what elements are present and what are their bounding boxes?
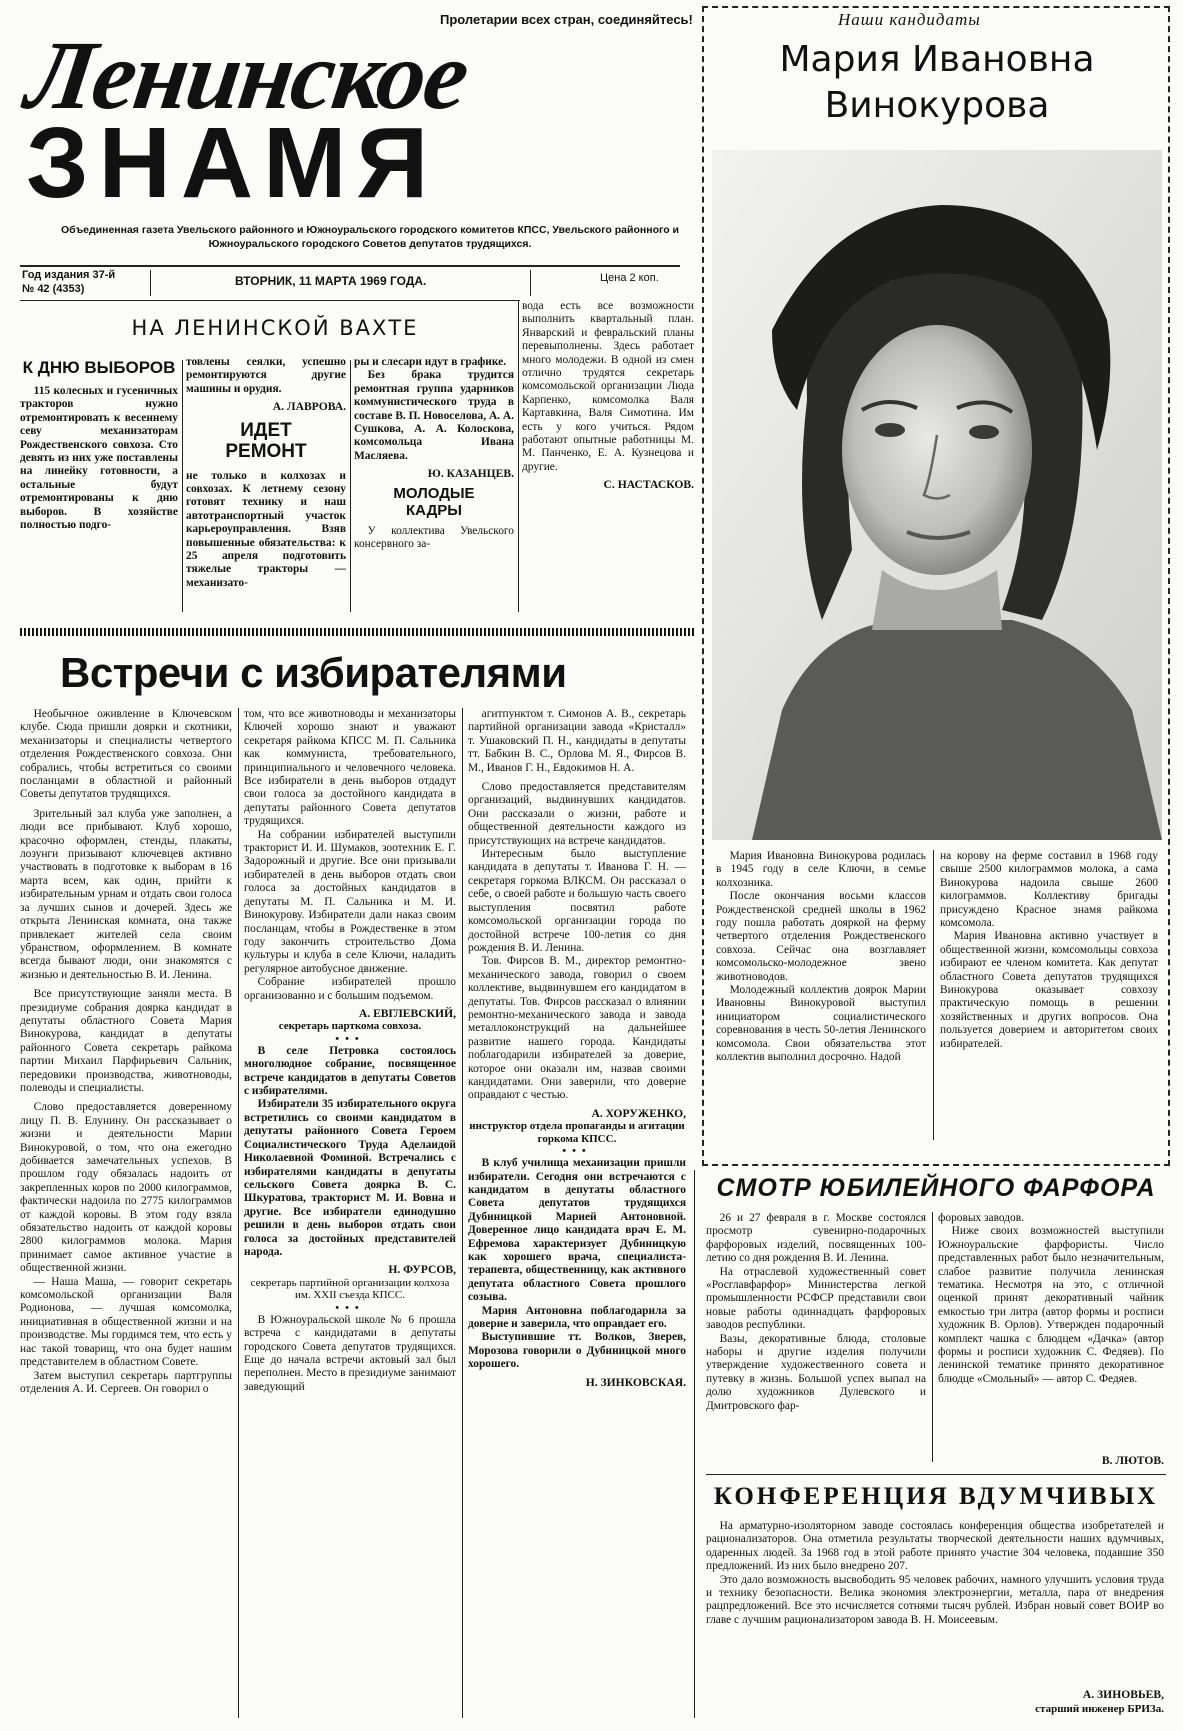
paragraph: — Наша Маша, — говорит секретарь комсомольской организации Валя Родионова, — лучшая комсомолка, инициативная в общественной жизни и на производстве. Мы гордимся тем, что есть у нас такой товарищ, что она будет нашим представителем в областном Совете. <box>20 1275 232 1369</box>
paragraph: Собрание избирателей прошло организованно и с большим подъемом. <box>244 976 456 1002</box>
vakhta-col4 <box>522 300 694 620</box>
meetings-headline: Встречи с избирателями <box>60 649 567 696</box>
paragraph: Мария Ивановна Винокурова родилась в 1945 году в селе Ключи, в семье колхозника. <box>716 850 926 889</box>
vakhta-col3 <box>354 356 514 620</box>
paragraph: Все присутствующие заняли места. В президиуме собрания доярка кандидат в депутаты областного Совета Мария Винокурова, кандидат в депутаты районного Совета секретарь райкома партии Михаил Парфирьевич Сальник, передовики производства, животноводы, полеводы и специалисты. <box>20 988 232 1094</box>
paragraph: товлены сеялки, успешно ремонтируются другие машины и орудия. <box>186 356 346 395</box>
vakhta-rubric-rule <box>20 300 520 301</box>
porcelain-headline: СМОТР ЮБИЛЕЙНОГО ФАРФОРА <box>716 1174 1156 1202</box>
signature: А. ЕВГЛЕВСКИЙ, <box>358 1006 456 1020</box>
signature: В. ЛЮТОВ. <box>1101 1454 1164 1467</box>
paragraph: Избиратели 35 избирательного округа встретились со своими кандидатом в депутаты районного Совета Героем Социалистического Труда Аделаидой Николаевной Фоминой. Встречались с избирателями кандидаты в депутаты сельского Совета доярка В. С. Шкуратова, тракторист М. И. Вовна и другие. Все избиратели единодушно решили в день выборов отдать свои голоса за достойных представителей народа. <box>244 1098 456 1258</box>
portrait-image <box>712 150 1162 840</box>
issue-divider-2 <box>530 270 531 296</box>
paragraph: В клуб училища механизации пришли избиратели. Сегодня они встречаются с кандидатом в депутаты областного Совета депутатов трудящихся Дубиницкой Марией Антоновной. Доверенное лицо кандидата врач Е. М. Ефремова характеризует Дубиницкую как хорошего врача, специалиста-терапевта, общественницу, как активного депутата областного Совета прошлого созыва. <box>468 1157 686 1304</box>
conference-rule <box>706 1474 1166 1475</box>
signature-title: секретарь партийной организации колхоза им. XXII съезда КПСС. <box>250 1276 450 1302</box>
separator-dots: ••• <box>335 1301 365 1314</box>
meetings-col2 <box>244 708 456 1718</box>
paragraph: Мария Антоновна поблагодарила за доверие и заверила, что оправдает его. <box>468 1304 686 1331</box>
newspaper-title-line2: ЗНАМЯ <box>26 107 439 219</box>
slogan: Пролетарии всех стран, соединяйтесь! <box>440 12 693 27</box>
paragraph: После окончания восьми классов Рождественской средней школы в 1962 году пошла работать дояркой на ферму четвертого отделения Рождественского совхоза. Сейчас она возглавляет комсомольско-молодежное звено животноводов. <box>716 890 926 983</box>
signature: А. ХОРУЖЕНКО, <box>591 1106 686 1120</box>
signature: С. НАСТАСКОВ. <box>603 478 694 492</box>
porcelain-divider <box>932 1212 933 1462</box>
signature: А. ЗИНОВЬЕВ, <box>1082 1688 1164 1701</box>
paragraph: Ниже своих возможностей выступили Южноуральские фарфористы. Число представленных работ было незначительным, слабое развитие получила ленинская тематика. Несмотря на это, с отличной оценкой принят декоративный чайник емкостью три литра (автор формы и росписи художник В. Орлов). Утвержден подарочный комплект чашка с блюдцем «Дачка» (автор формы и росписи художник С. Федяев). По ленинской тематике принято декоративное блюдце «Смольный» — автор С. Федяев. <box>938 1225 1164 1385</box>
separator-dots: ••• <box>335 1032 365 1045</box>
vakhta-heading-2: ИДЕТ РЕМОНТ <box>225 419 307 462</box>
signature: А. ЛАВРОВА. <box>272 400 346 414</box>
paragraph: Тов. Фирсов В. М., директор ремонтно-механического завода, говорил о своем коллективе, выдвинувшем его кандидатом в депутаты. Тов. Фирсов рассказал о влиянии ремонтно-механического завода и завода металлоконструкций на дальнейшее развитие нашего города. Кандидаты поблагодарили избирателей за доверие, которое они оказали им, назвав своими кандидатами. Они заверили, что доверие оправдают с честью. <box>468 955 686 1102</box>
paragraph: Интересным было выступление кандидата в депутаты т. Иванова Г. Н. — секретаря горкома ВЛКСМ. Он рассказал о себе, о своей работе и большую часть своего выступления посвятил работе комсомольской организации города по достойной встрече 100-летия со дня рождения В. И. Ленина. <box>468 848 686 954</box>
signature: Н. ФУРСОВ, <box>388 1263 456 1277</box>
masthead-rule-top <box>20 265 680 267</box>
paragraph: Вазы, декоративные блюда, столовые наборы и другие изделия получили утверждение художественного совета и путевку в жизнь. Большой успех выпал на долю художников Дулевского и Дмитровского фар- <box>706 1332 926 1412</box>
meetings-divider-2 <box>462 708 463 1718</box>
meetings-col3 <box>468 708 686 1718</box>
paragraph: Мария Ивановна активно участвует в общественной жизни, комсомольцы совхоза избирают ее членом комитета. Как депутат областного Совета депутатов трудящихся Винокурова оказывает совхозу практическую помощь в решении хозяйственных и других вопросов. Она пользуется доверием и авторитетом своих избирателей. <box>940 930 1158 1050</box>
vakhta-rubric: НА ЛЕНИНСКОЙ ВАХТЕ <box>131 316 419 340</box>
paragraph: Слово предоставляется представителям организаций, выдвинувших кандидатов. Они рассказали о жизни, работе и общественной деятельности каждого из присутствующих на встрече кандидатов. <box>468 781 686 847</box>
paragraph: на корову на ферме составил в 1968 году свыше 2500 килограммов молока, а сама Винокурова надоила свыше 2600 килограммов. Коллективу бригады присуждено Красное знамя райкома комсомола. <box>940 850 1158 930</box>
conference-headline: КОНФЕРЕНЦИЯ ВДУМЧИВЫХ <box>713 1483 1159 1510</box>
meetings-divider-3 <box>694 1170 695 1718</box>
paragraph: На собрании избирателей выступили тракторист И. И. Шумаков, зоотехник Е. Г. Задорожный и другие. Все они призывали избирателей в день выборов отдать свои голоса за достойных кандидатов в депутаты М. П. Сальника и М. И. Винокурову. Избиратели дали наказ своим посланцам, чтобы в Рождественке в этом году закончить строительство Дома культуры и клуба в селе Ключи, наладить регулярное автобусное движение. <box>244 828 456 975</box>
candidate-rubric: Наши кандидаты <box>838 10 981 29</box>
masthead <box>20 8 700 308</box>
meetings-divider-1 <box>238 708 239 1718</box>
issue-number: № 42 (4353) <box>22 283 85 295</box>
paragraph: Выступившие тт. Волков, Зверев, Морозова говорили о Дубиницкой много хорошего. <box>468 1331 686 1371</box>
issue-info <box>20 268 680 298</box>
candidate-name-line2: Винокурова <box>824 85 1050 126</box>
paragraph: не только в колхозах и совхозах. К летнему сезону готовят технику и наш автотранспортный участок карьероуправления. Взяв повышенные обязательства: к 25 апреля подготовить тяжелые тракторы — механизато- <box>186 469 346 589</box>
separator-dots: ••• <box>562 1145 592 1158</box>
section-divider-zigzag <box>20 628 695 636</box>
signature-title: инструктор отдела пропаганды и агитации горкома КПСС. <box>469 1120 685 1145</box>
paragraph: том, что все животноводы и механизаторы Ключей хорошо знают и уважают секретаря райкома КПСС М. П. Сальника как коммуниста, требовательного, принципиального и человечного человека. Все избиратели в день выборов отдадут свои голоса за достойного кандидата в депутаты районного Совета депутатов трудящихся. <box>244 708 456 828</box>
signature: Н. ЗИНКОВСКАЯ. <box>585 1375 686 1389</box>
vakhta-divider-1 <box>182 360 183 612</box>
paragraph: Слово предоставляется доверенному лицу П. В. Елунину. Он рассказывает о жизни и деятельности Марии Винокуровой, о том, что она ежегодно добивается замечательных успехов. В прошлом году обязалась надоить от закрепленных коров по 2000 килограммов, фактически надоила по 2775 килограммов от каждой коровы. В этом году взяла обязательство надоить от каждой коровы 2800 килограммов молока. Мария принимает самое активное участие в общественной жизни. <box>20 1101 232 1275</box>
porcelain-col2 <box>938 1212 1164 1452</box>
paragraph: Необычное оживление в Ключевском клубе. Сюда пришли доярки и скотники, механизаторы и специалисты четвертого отделения Рождественского совхоза. Они собрались, чтобы встретиться со своими посланцами в областной и районный Советы депутатов трудящихся. <box>20 708 232 801</box>
vakhta-heading-3: МОЛОДЫЕ КАДРЫ <box>393 484 475 519</box>
issue-year: Год издания 37-й <box>22 269 116 281</box>
newspaper-title-line1: Ленинское <box>20 22 474 130</box>
paragraph: У коллектива Увельского консервного за- <box>354 524 514 551</box>
issue-date: ВТОРНИК, 11 МАРТА 1969 ГОДА. <box>235 274 427 288</box>
signature-title: секретарь парткома совхоза. <box>278 1020 422 1033</box>
issue-price: Цена 2 коп. <box>600 272 659 284</box>
candidate-name-line1: Мария Ивановна <box>779 39 1095 80</box>
paragraph: Молодежный коллектив доярок Марии Ивановны Винокуровой выступил инициатором социалистического соревнования в честь 50-летия Ленинского комсомола. Свои обязательства этот коллектив выполнил досрочно. Надой <box>716 984 926 1064</box>
paragraph: вода есть все возможности выполнить квартальный план. Январский и февральский планы перевыполнены. Здесь работает много молодежи. В одной из смен отлично трудятся секретарь комсомольской организации Люда Карпенко, комсомолка Валя Картавкина, Валя Симотина. Им есть у кого учиться. Рядом работают опытные работницы М. М. Панченко, Е. А. Кузнецова и другие. <box>522 300 694 473</box>
paragraph: На отраслевой художественный совет «Росглавфарфор» Министерства легкой промышленности РСФСР представили свои новые работы одиннадцать фарфоровых заводов республики. <box>706 1265 926 1332</box>
candidate-bio-col1 <box>716 850 926 1140</box>
paragraph: агитпунктом т. Симонов А. В., секретарь партийной организации завода «Кристалл» т. Ушаковский П. Н., кандидаты в депутаты тт. Бабкин В. С., Орлова М. Я., Фирсов В. М., Иванов Г. Н., Евдокимов Н. А. <box>468 708 686 774</box>
candidate-portrait <box>712 150 1162 840</box>
paragraph: Зрительный зал клуба уже заполнен, а люди все прибывают. Клуб хорошо, красочно оформлен, стенды, плакаты, лозунги призывают ключевцев активно участвовать в подготовке к выборам в 16 марта всем, как один, прийти к избирательным урнам и отдать свои голоса за лучших сынов и дочерей. Здесь же открыта Ленинская комната, она также привлекает жителей села своим убранством, оформлением. В комнате всегда бывают люди, они знакомятся с жизнью и деятельностью В. И. Ленина. <box>20 807 232 981</box>
paragraph: В селе Петровка состоялось многолюдное собрание, посвященное встрече кандидатов в депутаты Советов с избирателями. <box>244 1044 456 1098</box>
paragraph: Затем выступил секретарь партгруппы отделения А. И. Сергеев. Он говорил о <box>20 1369 232 1395</box>
paragraph: Это дало возможность высвободить 95 человек рабочих, намного улучшить условия труда и технику безопасности. Велика экономия электроэнергии, металла, пара от внедрения рацпредложений. Все это исчисляется сотнями тысяч рублей. Избран новый совет ВОИР во главе с лучшим рационализатором завода В. Н. Моисеевым. <box>706 1573 1164 1626</box>
vakhta-col2 <box>186 356 346 620</box>
newspaper-subtitle: Объединенная газета Увельского районного и Южноуральского городского комитетов КПСС, Увельского районного и Южноуральского городского Советов депутатов трудящихся. <box>60 224 680 250</box>
vakhta-divider-3 <box>518 300 519 612</box>
signature-title: старший инженер БРИЗа. <box>1035 1703 1164 1715</box>
porcelain-col1 <box>706 1212 926 1472</box>
paragraph: ры и слесари идут в графике. <box>354 356 507 368</box>
paragraph: В Южноуральской школе № 6 прошла встреча с кандидатами в депутаты городского Совета депутатов трудящихся. Еще до начала встречи актовый зал был переполнен. Место в президиуме занимают заведующий <box>244 1313 456 1393</box>
paragraph: На арматурно-изоляторном заводе состоялась конференция общества изобретателей и рационализаторов. Она отметила результаты творческой деятельности наших вдумчивых, одаренных людей. За 1968 год в этой работе принято участие 304 человека, подавшие 350 предложений. Из них было внедрено 207. <box>706 1520 1164 1573</box>
vakhta-heading-1: К ДНЮ ВЫБОРОВ <box>22 358 176 377</box>
signature: Ю. КАЗАНЦЕВ. <box>427 467 514 481</box>
paragraph: 26 и 27 февраля в г. Москве состоялся просмотр сувенирно-подарочных фарфоровых изделий, посвященных 100-летию со дня рождения В. И. Ленина. <box>706 1212 926 1265</box>
vakhta-divider-2 <box>350 360 351 612</box>
paragraph: форовых заводов. <box>938 1212 1024 1224</box>
issue-divider-1 <box>150 270 151 296</box>
meetings-col1 <box>20 708 232 1718</box>
vakhta-col1 <box>20 358 178 620</box>
candidate-col-divider <box>933 850 934 1140</box>
candidate-bio-col2 <box>940 850 1158 1140</box>
conference-body <box>706 1520 1164 1692</box>
paragraph: 115 колесных и гусеничных тракторов нужно отремонтировать к весеннему севу механизаторам Рождественского совхоза. Сто девять из них уже поставлены на линейку готовности, а остальные будут отремонтированы к дню выборов. В хозяйстве полностью подго- <box>20 385 178 532</box>
paragraph: Без брака трудится ремонтная группа ударников коммунистического труда в составе В. П. Новоселова, А. А. Сушкова, А. А. Колоскова, комсомольца Ивана Масляева. <box>354 369 514 462</box>
